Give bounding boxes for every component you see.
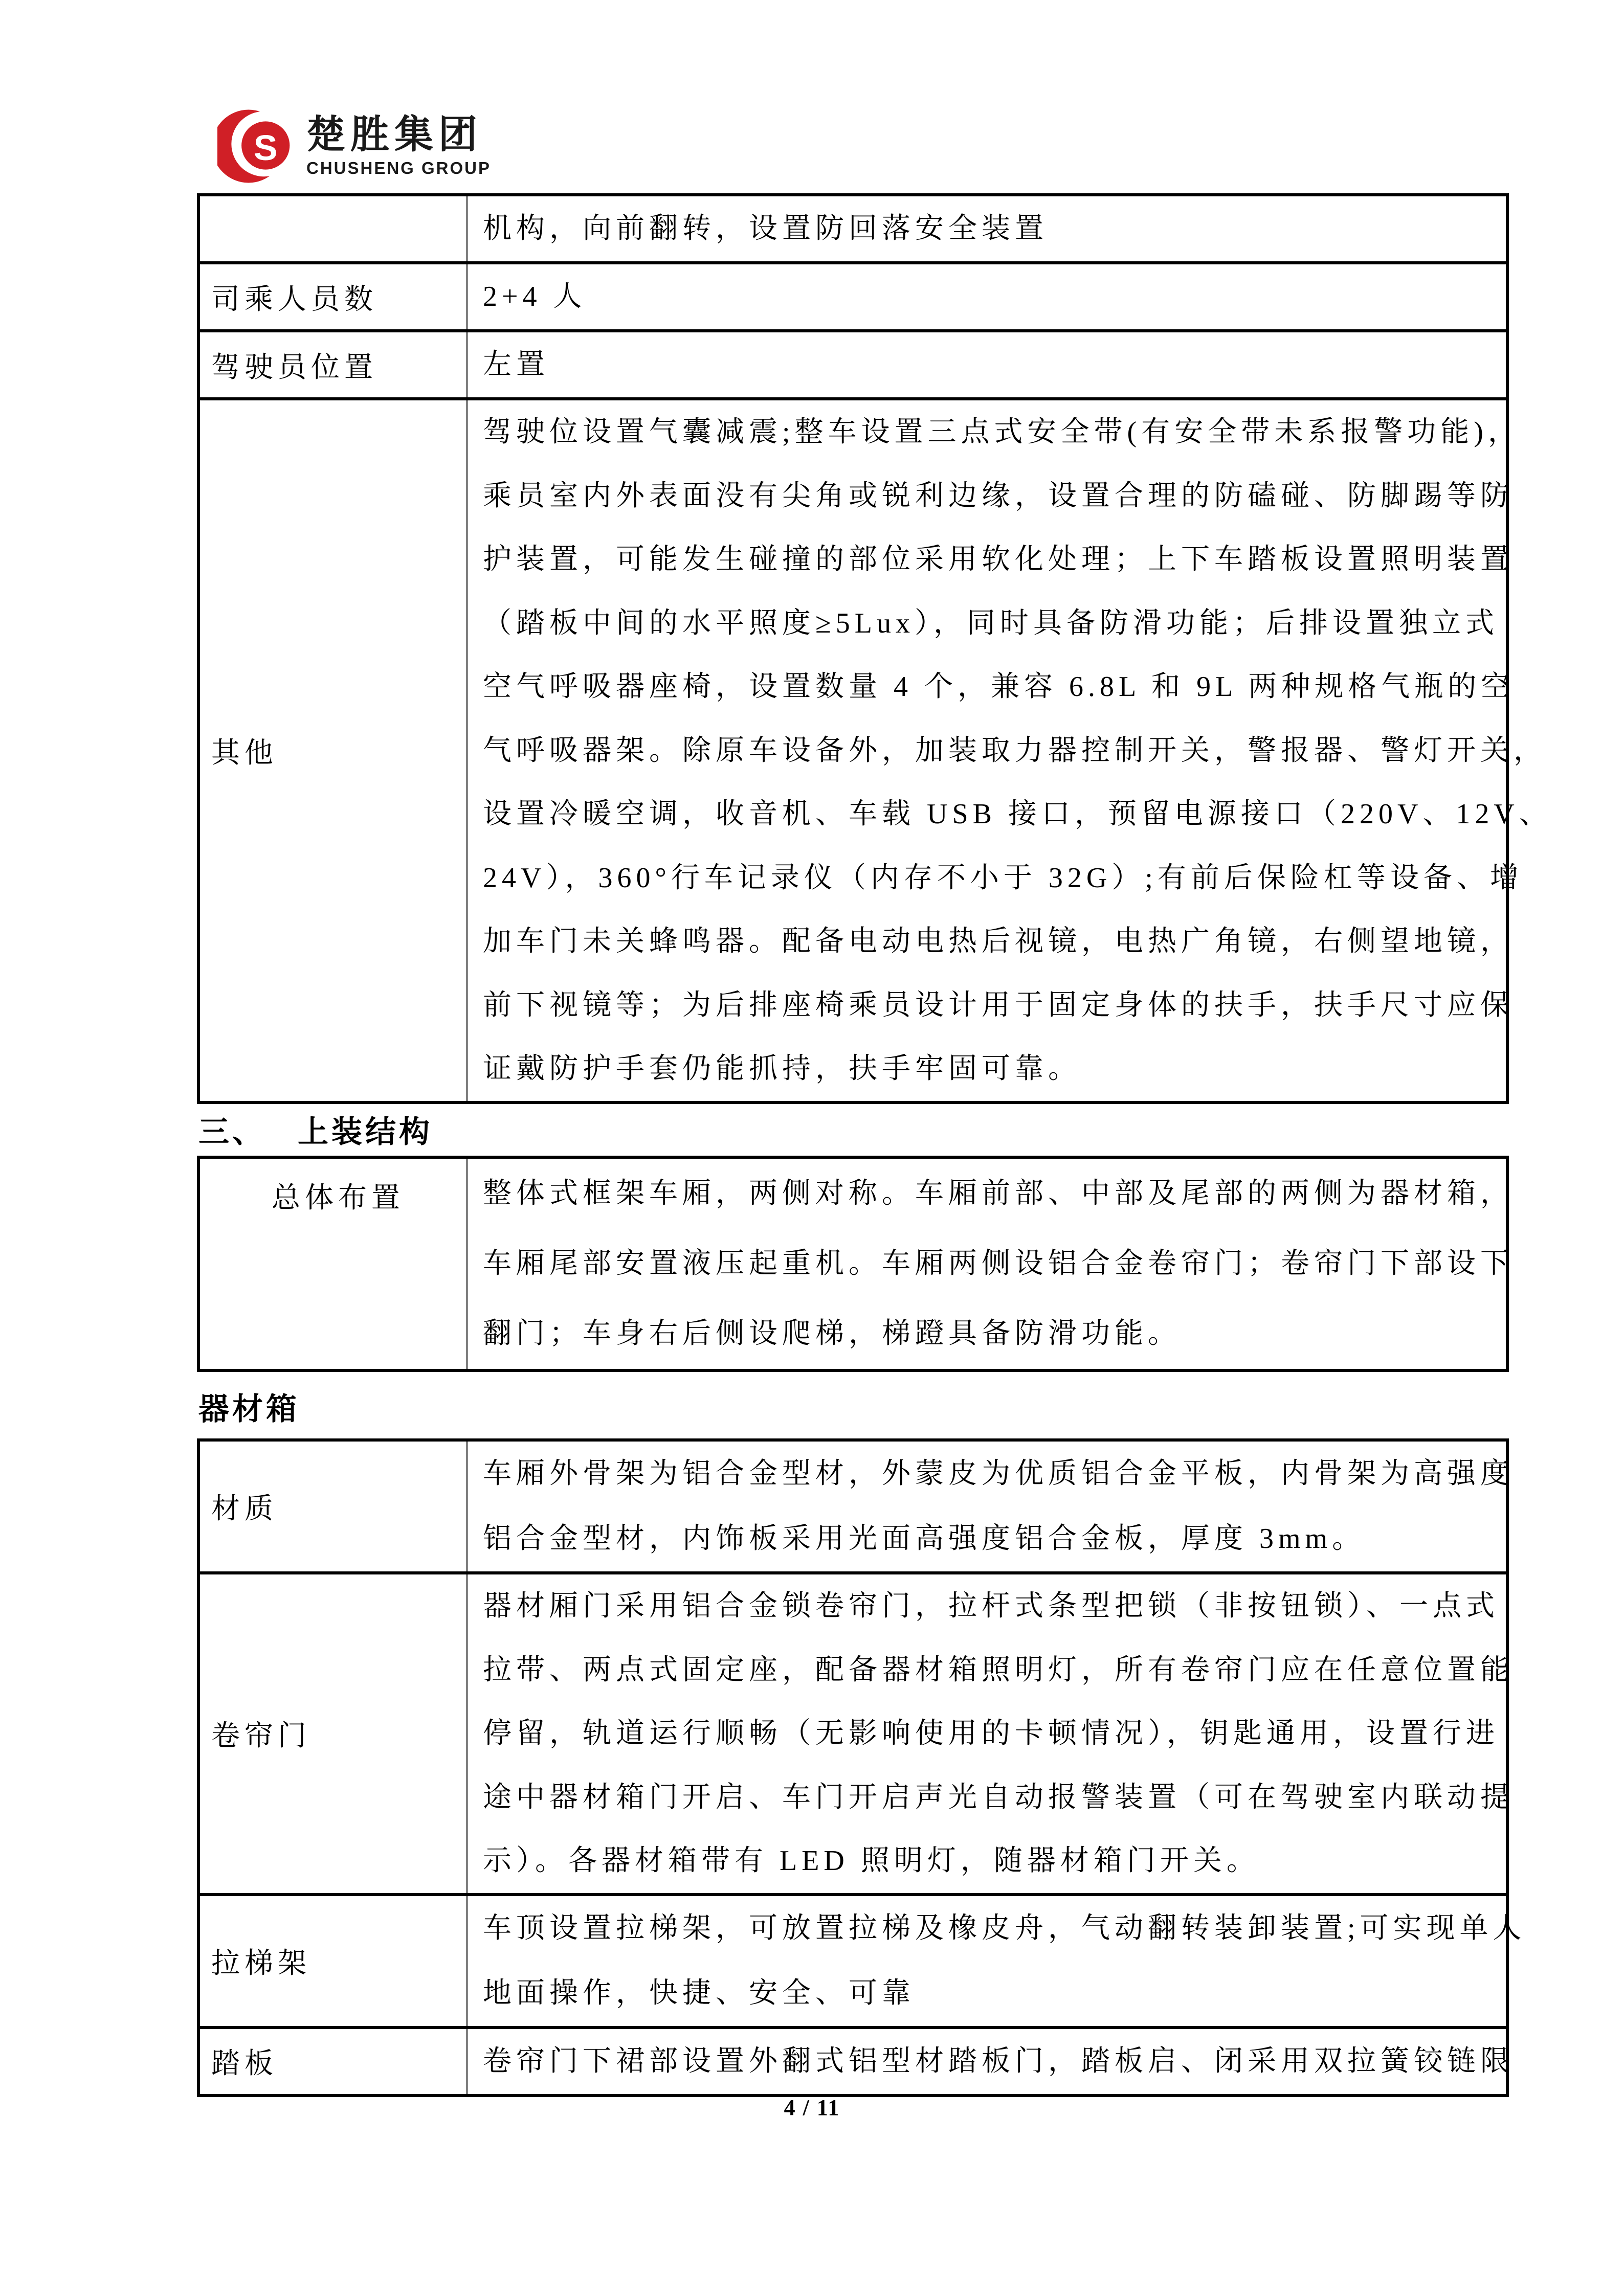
section-number: 三、 — [198, 1115, 266, 1149]
row-content-mechanism: 机构，向前翻转，设置防回落安全装置 — [467, 195, 1507, 263]
table-row-material — [198, 1440, 1507, 1573]
row-label-roller-door: 卷帘门 — [198, 1573, 467, 1895]
section-heading-equipment-box: 器材箱 — [198, 1392, 300, 1426]
svg-text:S: S — [253, 128, 278, 168]
row-label-material: 材质 — [198, 1440, 467, 1573]
row-content-roller-door: 器材厢门采用铝合金锁卷帘门，拉杆式条型把锁（非按钮锁）、一点式 拉带、两点式固定座，配备器材箱照明灯，所有卷帘门应在任意位置能 停留，轨道运行顺畅（无影响使用的卡顿情况），钥匙通用，设置行进 途中器材箱门开启、车门开启声光自动报警装置（可在驾驶室内联动提 示）。各器材箱带有 LED 照明灯，随器材箱门开关。 — [467, 1573, 1507, 1895]
logo-name-cn: 楚胜集团 — [306, 113, 482, 157]
company-logo — [217, 105, 491, 188]
row-label-ladder-rack: 拉梯架 — [198, 1895, 467, 2028]
table-row-driver-position — [198, 331, 1507, 399]
chusheng-logo-icon — [217, 105, 295, 188]
logo-name-en: CHUSHENG GROUP — [306, 158, 492, 177]
section-heading-superstructure — [198, 1108, 433, 1152]
row-content-step-board: 卷帘门下裙部设置外翻式铝型材踏板门，踏板启、闭采用双拉簧铰链限 — [467, 2028, 1507, 2096]
row-content-ladder-rack: 车顶设置拉梯架，可放置拉梯及橡皮舟，气动翻转装卸装置;可实现单人 地面操作，快捷、安全、可靠 — [467, 1895, 1507, 2028]
table-row-roller-door — [198, 1573, 1507, 1895]
row-content-driver-position: 左置 — [467, 331, 1507, 399]
table-row-overall-layout — [198, 1157, 1507, 1370]
row-label-overall-layout: 总体布置 — [198, 1157, 467, 1370]
table-row-continuation — [198, 195, 1507, 263]
row-label-driver-position: 驾驶员位置 — [198, 331, 467, 399]
row-label-crew-count: 司乘人员数 — [198, 263, 467, 331]
row-label-empty — [198, 195, 467, 263]
row-content-other: 驾驶位设置气囊减震;整车设置三点式安全带(有安全带未系报警功能)， 乘员室内外表面没有尖角或锐利边缘，设置合理的防磕碰、防脚踢等防 护装置，可能发生碰撞的部位采用软化处理；上下车踏板设置照明装置 （踏板中间的水平照度≥5Lux），同时具备防滑功能；后排设置独立式 空气呼吸器座椅，设置数量 4 个，兼容 6.8L 和 9L 两种规格气瓶的空 气呼吸器架。除原车设备外，加装取力器控制开关，警报器、警灯开关， 设置冷暖空调，收音机、车载 USB 接口，预留电源接口（220V、12V、 24V），360°行车记录仪（内存不小于 32G）;有前后保险杠等设备、增 加车门未关蜂鸣器。配备电动电热后视镜，电热广角镜，右侧望地镜， 前下视镜等；为后排座椅乘员设计用于固定身体的扶手，扶手尺寸应保 证戴防护手套仍能抓持，扶手牢固可靠。 — [467, 399, 1507, 1102]
table-row-ladder-rack — [198, 1895, 1507, 2028]
page-number: 4 / 11 — [784, 2095, 840, 2120]
table-row-step-board — [198, 2028, 1507, 2096]
row-content-overall-layout: 整体式框架车厢，两侧对称。车厢前部、中部及尾部的两侧为器材箱， 车厢尾部安置液压起重机。车厢两侧设铝合金卷帘门；卷帘门下部设下 翻门；车身右后侧设爬梯，梯蹬具备防滑功能。 — [467, 1157, 1507, 1370]
table-row-other — [198, 399, 1507, 1102]
layout-table — [197, 1156, 1514, 1372]
row-content-crew-count: 2+4 人 — [467, 263, 1507, 331]
row-label-step-board: 踏板 — [198, 2028, 467, 2096]
equipment-box-table — [197, 1438, 1526, 2097]
row-label-other: 其他 — [198, 399, 467, 1102]
section-title: 上装结构 — [298, 1115, 433, 1149]
spec-table-top — [197, 193, 1552, 1104]
row-content-material: 车厢外骨架为铝合金型材，外蒙皮为优质铝合金平板，内骨架为高强度 铝合金型材，内饰板采用光面高强度铝合金板，厚度 3mm。 — [467, 1440, 1507, 1573]
logo-text — [306, 115, 491, 178]
table-row-crew-count — [198, 263, 1507, 331]
